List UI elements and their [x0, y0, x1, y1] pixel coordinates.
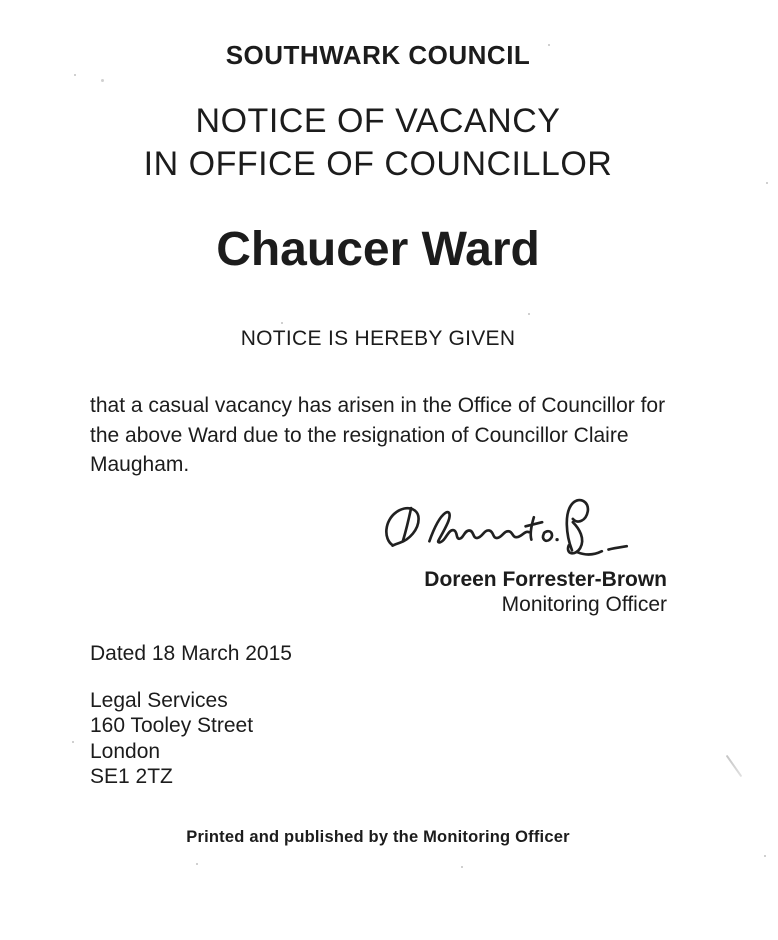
signatory-name: Doreen Forrester-Brown: [424, 568, 667, 591]
scan-speckle: [196, 863, 198, 865]
scan-speckle: [766, 182, 768, 184]
address-line-department: Legal Services: [90, 689, 228, 712]
footer-line: Printed and published by the Monitoring Officer: [186, 828, 570, 846]
dated-line: Dated 18 March 2015: [90, 642, 292, 665]
body-paragraph: that a casual vacancy has arisen in the Office of Councillor for the above Ward due to the resignation of Councillor Claire Maugham.: [90, 394, 666, 476]
scan-speckle: [548, 44, 550, 46]
address-line-city: London: [90, 739, 161, 763]
address-line-street: 160 Tooley Street: [90, 714, 254, 738]
scan-speckle: [434, 47, 436, 49]
scan-speckle: [461, 866, 463, 868]
address-line-postcode: SE1 2TZ: [90, 764, 173, 788]
council-name: SOUTHWARK COUNCIL: [225, 40, 531, 70]
notice-title: [0, 100, 756, 186]
notice-title-line2: IN OFFICE OF COUNCILLOR: [143, 145, 613, 183]
notice-title-line1: NOTICE OF VACANCY: [195, 102, 561, 140]
address-block: [90, 688, 253, 789]
scan-speckle: [101, 79, 104, 82]
scan-speckle: [72, 741, 74, 743]
handwritten-signature-icon: [379, 494, 629, 562]
scan-speckle: [528, 313, 530, 315]
notice-given-line: NOTICE IS HEREBY GIVEN: [240, 327, 516, 350]
scan-speckle: [281, 322, 283, 324]
scan-speckle: [764, 855, 766, 857]
signatory-role: Monitoring Officer: [501, 593, 667, 616]
scan-speckle: [74, 74, 76, 76]
scan-scratch: [726, 755, 743, 777]
ward-name: Chaucer Ward: [216, 223, 540, 276]
signature-block: [379, 494, 667, 617]
